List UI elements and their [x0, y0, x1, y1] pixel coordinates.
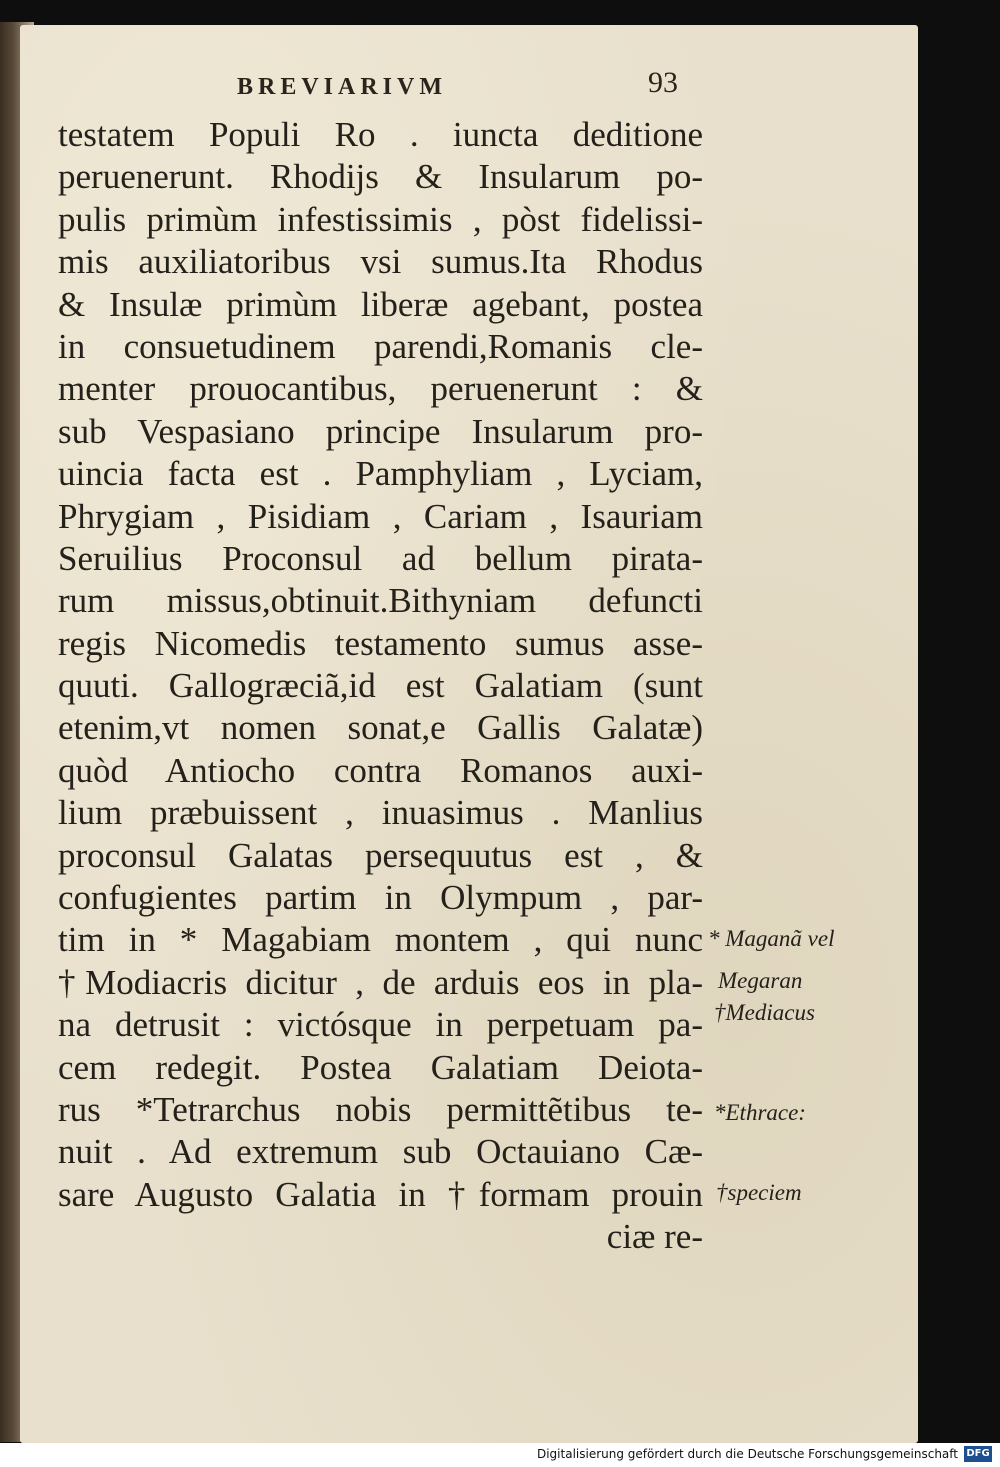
- text-line: rum missus,obtinuit.Bithyniam defuncti: [58, 581, 703, 621]
- text-line: & Insulæ primùm liberæ agebant, postea: [58, 284, 703, 324]
- text-line: Seruilius Proconsul ad bellum pirata-: [58, 538, 703, 578]
- text-line: regis Nicomedis testamento sumus asse-: [58, 623, 703, 663]
- text-line: nuit . Ad extremum sub Octauiano Cæ-: [58, 1132, 703, 1172]
- text-line: proconsul Galatas persequutus est , &: [58, 835, 703, 875]
- text-line: rus *Tetrarchus nobis permittẽtibus te-: [58, 1089, 703, 1129]
- text-line: testatem Populi Ro . iuncta deditione: [58, 115, 703, 154]
- body-text: [58, 114, 703, 1259]
- text-line: tim in * Magabiam montem , qui nunc: [58, 920, 703, 960]
- marginal-note: †Mediacus: [714, 1000, 815, 1025]
- text-line: quuti. Gallogræciã,id est Galatiam (sunt: [58, 666, 703, 706]
- text-line: in consuetudinem parendi,Romanis cle-: [58, 326, 703, 366]
- text-line: lium præbuissent , inuasimus . Manlius: [58, 793, 703, 833]
- text-line: †Modiacris dicitur , de arduis eos in pla-: [58, 962, 703, 1002]
- text-line: Phrygiam , Pisidiam , Cariam , Isauriam: [58, 496, 703, 536]
- text-line: cem redegit. Postea Galatiam Deiota-: [58, 1047, 703, 1087]
- text-line: uincia facta est . Pamphyliam , Lyciam,: [58, 454, 703, 494]
- marginal-note: †speciem: [716, 1180, 802, 1205]
- dfg-logo-icon: DFG: [964, 1446, 992, 1462]
- marginal-note: Megaran: [718, 968, 803, 993]
- page-number: 93: [648, 66, 678, 99]
- text-line: quòd Antiocho contra Romanos auxi-: [58, 750, 703, 790]
- running-head: BREVIARIVM: [237, 74, 448, 100]
- funding-credit: Digitalisierung gefördert durch die Deutsche Forschungsgemeinschaft: [536, 1447, 958, 1461]
- marginal-note: *Ethrace:: [714, 1100, 806, 1125]
- marginal-note: * Maganã vel: [708, 926, 835, 951]
- catchword-line: ciæ re-: [606, 1217, 703, 1257]
- text-line: na detrusit : victósque in perpetuam pa-: [58, 1005, 703, 1045]
- text-line: mis auxiliatoribus vsi sumus.Ita Rhodus: [58, 242, 703, 282]
- text-line: confugientes partim in Olympum , par-: [58, 878, 703, 918]
- text-line: etenim,vt nomen sonat,e Gallis Galatæ): [58, 708, 703, 748]
- text-line: menter prouocantibus, peruenerunt : &: [58, 369, 703, 409]
- footer-bar: [0, 1443, 1000, 1467]
- text-line: sub Vespasiano principe Insularum pro-: [58, 411, 703, 451]
- text-line: peruenerunt. Rhodijs & Insularum po-: [58, 157, 703, 197]
- text-line: pulis primùm infestissimis , pòst fidelissi-: [58, 199, 703, 239]
- text-line: sare Augusto Galatia in †formam prouin: [58, 1174, 703, 1214]
